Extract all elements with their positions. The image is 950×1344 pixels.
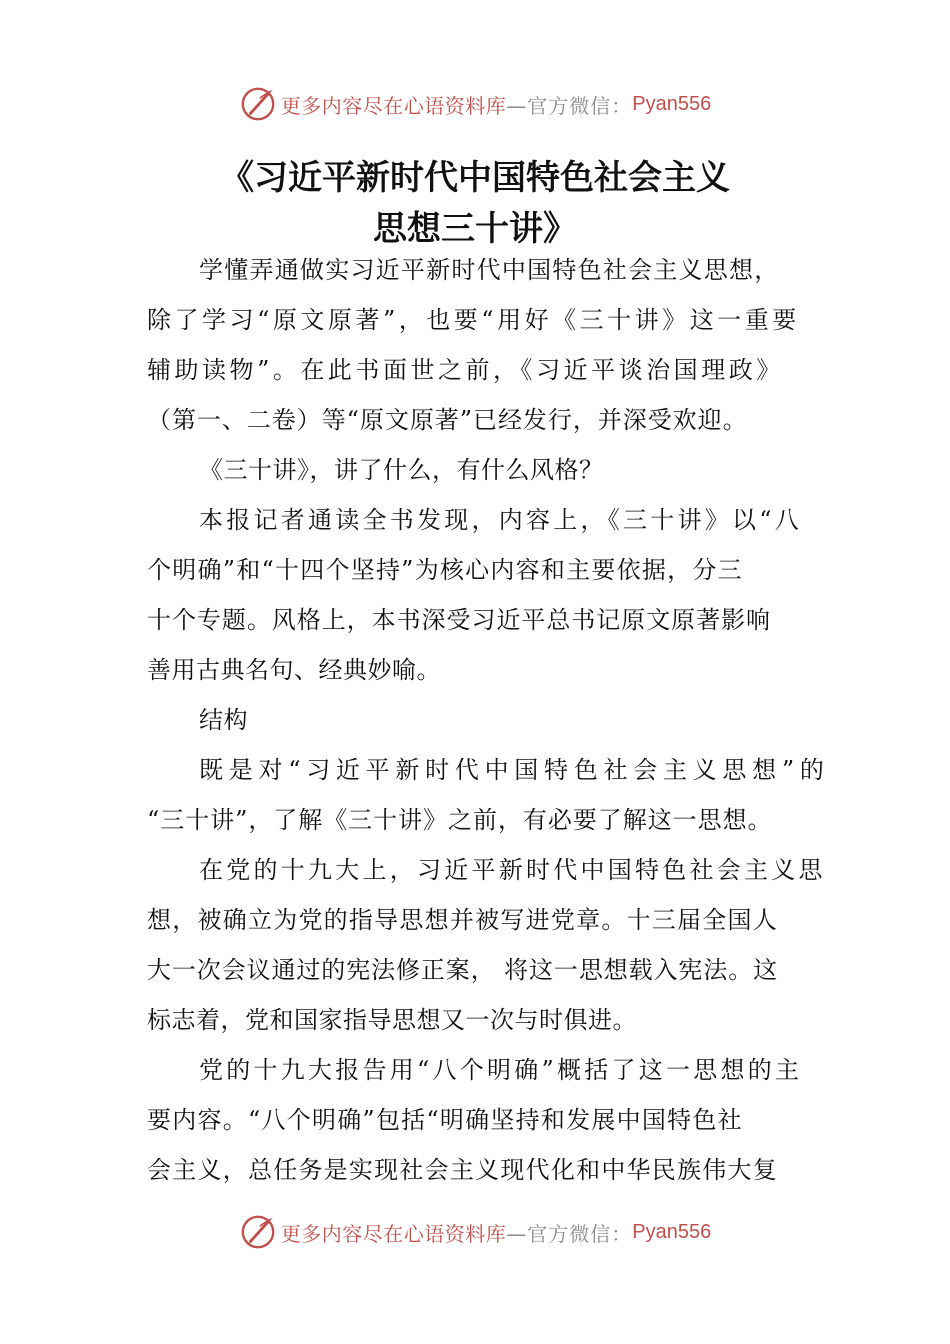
watermark-wechat-id: Pyan556 — [632, 1220, 712, 1243]
body-line: “三十讲”，了解《三十讲》之前，有必要了解这一思想。 — [147, 806, 773, 834]
body-line: 想，被确立为党的指导思想并被写进党章。十三届全国人 — [147, 906, 778, 934]
body-line: 《三十讲》，讲了什么，有什么风格？ — [199, 456, 604, 484]
body-line: 善用古典名句、经典妙喻。 — [147, 656, 441, 684]
body-line: 辅助读物”。在此书面世之前，《习近平谈治国理政》 — [147, 356, 784, 384]
body-line: 既是对“习近平新时代中国特色社会主义思想”的 — [199, 756, 830, 784]
pen-logo-icon — [239, 1213, 277, 1251]
pen-logo-icon — [239, 85, 277, 123]
body-line: 在党的十九大上，习近平新时代中国特色社会主义思 — [199, 856, 826, 884]
body-line: 十个专题。风格上，本书深受习近平总书记原文原著影响 — [147, 606, 771, 634]
body-line: 除了学习“原文原著”，也要“用好《三十讲》这一重要 — [147, 306, 800, 334]
header-watermark — [0, 84, 950, 124]
watermark-official-label: —官方微信： — [506, 93, 633, 118]
body-line: （第一、二卷）等“原文原著”已经发行，并深受欢迎。 — [147, 406, 748, 434]
footer-watermark — [0, 1212, 950, 1252]
body-line: 会主义，总任务是实现社会主义现代化和中华民族伟大复 — [147, 1156, 778, 1184]
watermark-brand-text: 更多内容尽在心语资料库 — [280, 93, 507, 118]
body-line: 本报记者通读全书发现，内容上，《三十讲》以“八 — [199, 506, 803, 534]
body-line: 党的十九大报告用“八个明确”概括了这一思想的主 — [199, 1056, 803, 1084]
section-heading: 结构 — [199, 706, 248, 734]
document-title-line-2: 思想三十讲》 — [373, 209, 577, 249]
body-line: 个明确”和“十四个坚持”为核心内容和主要依据，分三 — [147, 556, 743, 584]
body-line: 标志着，党和国家指导思想又一次与时俱进。 — [147, 1006, 637, 1034]
body-line: 大一次会议通过的宪法修正案， 将这一思想载入宪法。这 — [147, 956, 779, 984]
watermark-wechat-id: Pyan556 — [632, 92, 712, 115]
watermark-official-label: —官方微信： — [506, 1221, 633, 1246]
document-title-line-1: 《习近平新时代中国特色社会主义 — [220, 158, 730, 198]
body-line: 学懂弄通做实习近平新时代中国特色社会主义思想， — [199, 256, 780, 284]
watermark-brand-text: 更多内容尽在心语资料库 — [280, 1221, 507, 1246]
body-line: 要内容。“八个明确”包括“明确坚持和发展中国特色社 — [147, 1106, 743, 1134]
